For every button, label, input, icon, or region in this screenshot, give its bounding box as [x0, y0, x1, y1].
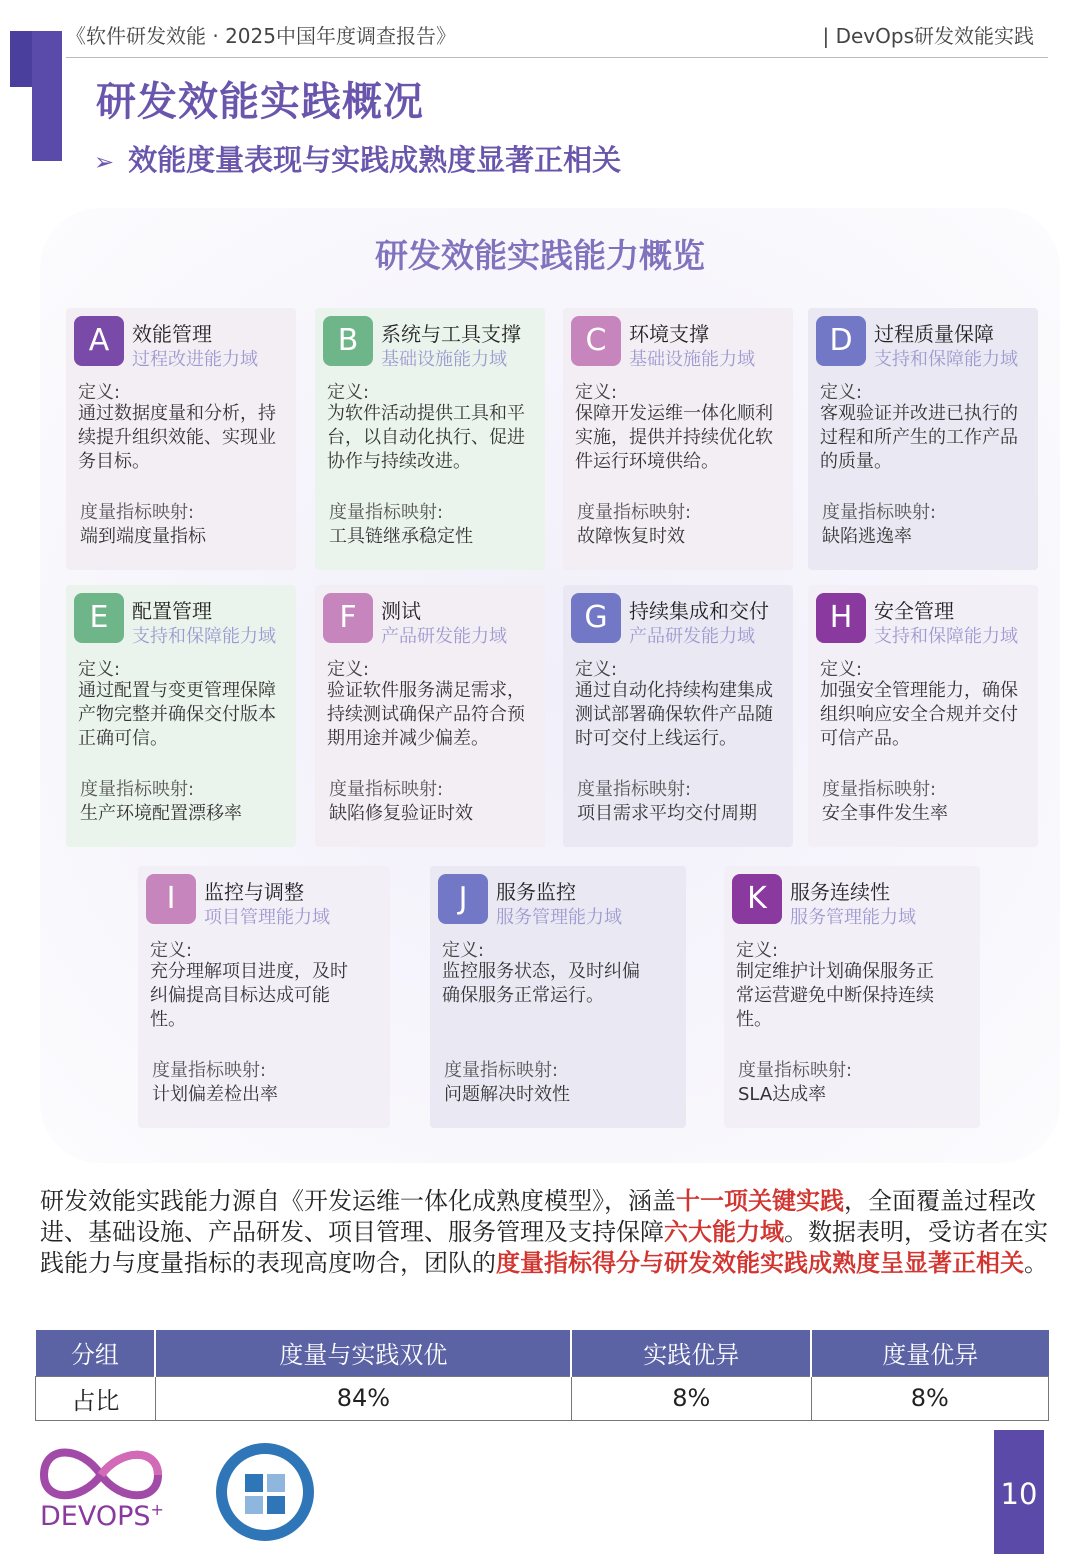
metric-label: 度量指标映射: — [329, 779, 444, 800]
practice-card-j — [430, 866, 686, 1128]
metric-label: 度量指标映射: — [738, 1060, 853, 1081]
card-definition: 客观验证并改进已执行的过程和所产生的工作产品的质量。 — [820, 403, 1018, 472]
card-name: 服务监控 — [496, 880, 576, 904]
practice-card-h — [808, 585, 1038, 847]
card-domain: 支持和保障能力域 — [132, 626, 276, 647]
card-definition: 制定维护计划确保服务正常运营避免中断保持连续性。 — [736, 961, 934, 1030]
organization-seal-icon — [213, 1440, 317, 1544]
card-definition: 通过自动化持续构建集成测试部署确保软件产品随时可交付上线运行。 — [575, 680, 773, 749]
card-metric: SLA达成率 — [738, 1084, 827, 1105]
page-number: 10 — [1000, 1477, 1038, 1511]
logo-plus: + — [150, 1500, 164, 1519]
distribution-table — [35, 1330, 1049, 1421]
card-name: 配置管理 — [132, 599, 212, 623]
para-text: 研发效能实践能力源自《开发运维一体化成熟度模型》，涵盖 — [40, 1187, 676, 1215]
definition-label: 定义: — [78, 659, 121, 680]
card-metric: 计划偏差检出率 — [152, 1084, 278, 1105]
definition-label: 定义: — [575, 382, 618, 403]
card-metric: 生产环境配置漂移率 — [80, 803, 242, 824]
table-header-cell: 实践优异 — [571, 1330, 811, 1376]
table-cell: 占比 — [36, 1376, 156, 1420]
card-domain: 支持和保障能力域 — [874, 349, 1018, 370]
metric-label: 度量指标映射: — [577, 779, 692, 800]
card-name: 系统与工具支撑 — [381, 322, 521, 346]
card-domain: 项目管理能力域 — [204, 907, 330, 928]
definition-label: 定义: — [575, 659, 618, 680]
para-text: 。数据表明，受访者在实践能力与度量指标的表现高度吻合，团队的 — [40, 1218, 1048, 1277]
metric-label: 度量指标映射: — [822, 502, 937, 523]
card-metric: 缺陷逃逸率 — [822, 526, 912, 547]
para-highlight: 六大能力域 — [664, 1218, 784, 1246]
definition-label: 定义: — [820, 659, 863, 680]
practice-card-d — [808, 308, 1038, 570]
card-domain: 服务管理能力域 — [790, 907, 916, 928]
section-label: | DevOps研发效能实践 — [822, 24, 1034, 48]
logo-text: DEVOPS — [40, 1501, 151, 1532]
table-header-cell: 度量优异 — [811, 1330, 1048, 1376]
header-divider — [66, 57, 1048, 58]
card-letter-badge: K — [732, 874, 782, 924]
card-letter-badge: A — [74, 316, 124, 366]
card-domain: 基础设施能力域 — [381, 349, 507, 370]
card-letter-badge: C — [571, 316, 621, 366]
card-metric: 故障恢复时效 — [577, 526, 685, 547]
decor-bar — [10, 31, 32, 87]
card-metric: 缺陷修复验证时效 — [329, 803, 473, 824]
card-domain: 产品研发能力域 — [381, 626, 507, 647]
definition-label: 定义: — [150, 940, 193, 961]
subtitle-text: 效能度量表现与实践成熟度显著正相关 — [128, 143, 622, 177]
card-metric: 端到端度量指标 — [80, 526, 206, 547]
card-definition: 通过数据度量和分析，持续提升组织效能、实现业务目标。 — [78, 403, 276, 472]
metric-label: 度量指标映射: — [444, 1060, 559, 1081]
card-definition: 加强安全管理能力，确保组织响应安全合规并交付可信产品。 — [820, 680, 1018, 749]
card-name: 过程质量保障 — [874, 322, 994, 346]
card-metric: 问题解决时效性 — [444, 1084, 570, 1105]
definition-label: 定义: — [820, 382, 863, 403]
practice-card-c — [563, 308, 793, 570]
card-name: 测试 — [381, 599, 421, 623]
card-name: 环境支撑 — [629, 322, 709, 346]
decor-bar — [32, 31, 62, 161]
report-title: 《软件研发效能 · 2025中国年度调查报告》 — [66, 24, 456, 48]
practice-card-k — [724, 866, 980, 1128]
card-metric: 工具链继承稳定性 — [329, 526, 473, 547]
table-header-cell: 度量与实践双优 — [155, 1330, 571, 1376]
practice-card-a — [66, 308, 296, 570]
card-domain: 支持和保障能力域 — [874, 626, 1018, 647]
table-header-row — [36, 1330, 1049, 1376]
arrow-bullet-icon: ➢ — [94, 148, 115, 176]
card-letter-badge: B — [323, 316, 373, 366]
para-text: ，全面覆盖过程改进、基础设施、产品研发、项目管理、服务管理及支持保障 — [40, 1187, 1036, 1246]
para-highlight: 十一项关键实践 — [676, 1187, 844, 1215]
para-highlight: 度量指标得分与研发效能实践成熟度呈显著正相关 — [496, 1249, 1024, 1277]
card-definition: 为软件活动提供工具和平台，以自动化执行、促进协作与持续改进。 — [327, 403, 525, 472]
definition-label: 定义: — [327, 659, 370, 680]
card-letter-badge: E — [74, 593, 124, 643]
practice-card-b — [315, 308, 545, 570]
metric-label: 度量指标映射: — [822, 779, 937, 800]
card-metric: 项目需求平均交付周期 — [577, 803, 757, 824]
card-letter-badge: F — [323, 593, 373, 643]
card-letter-badge: I — [146, 874, 196, 924]
card-domain: 过程改进能力域 — [132, 349, 258, 370]
para-text: 。 — [1024, 1249, 1048, 1277]
practice-card-f — [315, 585, 545, 847]
card-name: 监控与调整 — [204, 880, 304, 904]
card-domain: 服务管理能力域 — [496, 907, 622, 928]
practice-card-i — [138, 866, 390, 1128]
card-name: 安全管理 — [874, 599, 954, 623]
practice-card-g — [563, 585, 793, 847]
card-letter-badge: D — [816, 316, 866, 366]
summary-paragraph — [40, 1186, 1050, 1279]
card-name: 效能管理 — [132, 322, 212, 346]
metric-label: 度量指标映射: — [152, 1060, 267, 1081]
table-row — [36, 1376, 1049, 1420]
definition-label: 定义: — [327, 382, 370, 403]
table-header-cell: 分组 — [36, 1330, 156, 1376]
table-cell: 84% — [155, 1376, 571, 1420]
practice-card-e — [66, 585, 296, 847]
card-definition: 通过配置与变更管理保障产物完整并确保交付版本正确可信。 — [78, 680, 276, 749]
card-letter-badge: H — [816, 593, 866, 643]
card-metric: 安全事件发生率 — [822, 803, 948, 824]
definition-label: 定义: — [736, 940, 779, 961]
metric-label: 度量指标映射: — [80, 779, 195, 800]
card-letter-badge: G — [571, 593, 621, 643]
metric-label: 度量指标映射: — [329, 502, 444, 523]
table-cell: 8% — [571, 1376, 811, 1420]
card-domain: 基础设施能力域 — [629, 349, 755, 370]
card-name: 服务连续性 — [790, 880, 890, 904]
metric-label: 度量指标映射: — [80, 502, 195, 523]
panel-title: 研发效能实践能力概览 — [375, 236, 705, 275]
page-subtitle — [94, 138, 621, 179]
card-domain: 产品研发能力域 — [629, 626, 755, 647]
definition-label: 定义: — [442, 940, 485, 961]
card-definition: 保障开发运维一体化顺利实施，提供并持续优化软件运行环境供给。 — [575, 403, 773, 472]
page-title: 研发效能实践概况 — [96, 79, 424, 125]
definition-label: 定义: — [78, 382, 121, 403]
table-cell: 8% — [811, 1376, 1048, 1420]
devops-logo-text — [40, 1500, 164, 1532]
card-definition: 充分理解项目进度，及时纠偏提高目标达成可能性。 — [150, 961, 348, 1030]
card-name: 持续集成和交付 — [629, 599, 769, 623]
card-definition: 验证软件服务满足需求，持续测试确保产品符合预期用途并减少偏差。 — [327, 680, 525, 749]
card-letter-badge: J — [438, 874, 488, 924]
card-definition: 监控服务状态，及时纠偏确保服务正常运行。 — [442, 961, 640, 1006]
metric-label: 度量指标映射: — [577, 502, 692, 523]
